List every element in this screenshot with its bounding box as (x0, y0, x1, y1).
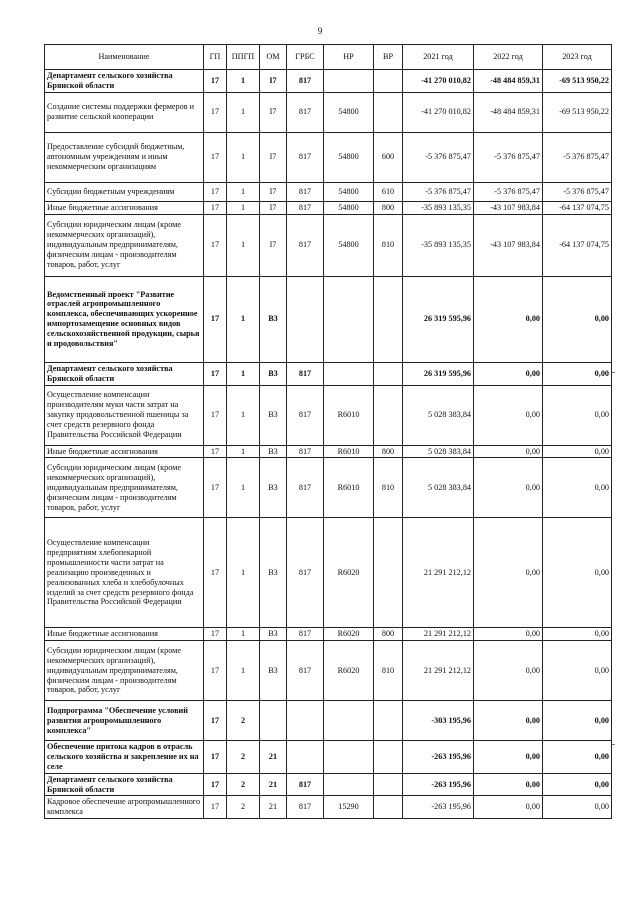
row-gp-cell: 17 (204, 641, 227, 701)
row-gp-cell: 17 (204, 92, 227, 132)
row-ppgp-cell: 1 (227, 182, 260, 201)
row-ppgp-cell: 2 (227, 701, 260, 741)
row-om-cell: I7 (260, 214, 287, 276)
row-2022-cell: 0,00 (474, 641, 543, 701)
table-row (45, 201, 612, 214)
row-2023-cell: 0,00 (543, 796, 612, 819)
row-name-cell: Предоставление субсидий бюджетным, автономным учреждениям и иным некоммерческим организациям (45, 132, 204, 182)
row-2021-cell: 5 028 383,84 (403, 385, 474, 445)
row-2023-cell: -69 513 950,22 (543, 92, 612, 132)
row-grbs-cell (287, 276, 324, 362)
row-2023-cell: -64 137 074,75 (543, 201, 612, 214)
row-ppgp-cell: 1 (227, 362, 260, 385)
row-grbs-cell: 817 (287, 92, 324, 132)
row-om-cell: В3 (260, 445, 287, 458)
row-2023-cell: 0,00 (543, 641, 612, 701)
scan-mark (612, 744, 615, 745)
row-ppgp-cell: 1 (227, 70, 260, 93)
table-row (45, 445, 612, 458)
row-2021-cell: 5 028 383,84 (403, 445, 474, 458)
table-row (45, 385, 612, 445)
row-name-cell: Департамент сельского хозяйства Брянской области (45, 773, 204, 796)
row-vr-cell (374, 773, 403, 796)
column-header-gp: ГП (204, 45, 227, 70)
table-row (45, 458, 612, 518)
row-2021-cell: 21 291 212,12 (403, 628, 474, 641)
row-om-cell: 21 (260, 773, 287, 796)
row-vr-cell (374, 92, 403, 132)
row-2022-cell: 0,00 (474, 445, 543, 458)
row-name-cell: Осуществление компенсации предприятиям хлебопекарной промышленности части затрат на реализацию произведенных и реализованных хлеба и хлебобулочных изделий за счет средств резервного фонда Правительства Российской Федерации (45, 518, 204, 628)
page-number: 9 (317, 26, 323, 36)
column-header-2021: 2021 год (403, 45, 474, 70)
row-2023-cell: 0,00 (543, 385, 612, 445)
row-2023-cell: 0,00 (543, 628, 612, 641)
row-nr-cell: R6010 (324, 385, 374, 445)
row-ppgp-cell: 1 (227, 214, 260, 276)
row-nr-cell: 54800 (324, 132, 374, 182)
row-ppgp-cell: 1 (227, 641, 260, 701)
row-2023-cell: 0,00 (543, 773, 612, 796)
row-vr-cell: 800 (374, 201, 403, 214)
row-ppgp-cell: 2 (227, 796, 260, 819)
table-row (45, 701, 612, 741)
row-name-cell: Иные бюджетные ассигнования (45, 628, 204, 641)
row-nr-cell: 54800 (324, 92, 374, 132)
row-gp-cell: 17 (204, 182, 227, 201)
row-name-cell: Департамент сельского хозяйства Брянской области (45, 70, 204, 93)
row-om-cell: В3 (260, 385, 287, 445)
table-row (45, 70, 612, 93)
row-vr-cell (374, 70, 403, 93)
row-gp-cell: 17 (204, 628, 227, 641)
row-om-cell: I7 (260, 92, 287, 132)
row-om-cell: I7 (260, 201, 287, 214)
row-om-cell: В3 (260, 458, 287, 518)
row-2021-cell: -41 270 010,82 (403, 70, 474, 93)
row-grbs-cell (287, 701, 324, 741)
row-gp-cell: 17 (204, 741, 227, 774)
row-2022-cell: 0,00 (474, 518, 543, 628)
row-2023-cell: -64 137 074,75 (543, 214, 612, 276)
row-ppgp-cell: 1 (227, 445, 260, 458)
row-nr-cell (324, 70, 374, 93)
row-2022-cell: 0,00 (474, 773, 543, 796)
row-grbs-cell: 817 (287, 641, 324, 701)
row-vr-cell: 810 (374, 214, 403, 276)
row-2021-cell: 21 291 212,12 (403, 641, 474, 701)
table-row (45, 796, 612, 819)
budget-table (44, 44, 612, 819)
row-ppgp-cell: 2 (227, 773, 260, 796)
row-2021-cell: -263 195,96 (403, 741, 474, 774)
row-ppgp-cell: 1 (227, 201, 260, 214)
row-vr-cell: 800 (374, 445, 403, 458)
row-grbs-cell: 817 (287, 628, 324, 641)
table-header-row (45, 45, 612, 70)
table-row (45, 276, 612, 362)
row-vr-cell: 800 (374, 628, 403, 641)
column-header-2022: 2022 год (474, 45, 543, 70)
row-name-cell: Департамент сельского хозяйства Брянской области (45, 362, 204, 385)
row-2023-cell: -5 376 875,47 (543, 182, 612, 201)
row-name-cell: Субсидии юридическим лицам (кроме некоммерческих организаций), индивидуальным предпринимателям, физическим лицам - производителям товаров, работ, услуг (45, 214, 204, 276)
row-vr-cell (374, 701, 403, 741)
table-row (45, 214, 612, 276)
row-name-cell: Субсидии бюджетным учреждениям (45, 182, 204, 201)
row-2022-cell: -48 484 859,31 (474, 70, 543, 93)
row-vr-cell (374, 518, 403, 628)
row-2022-cell: 0,00 (474, 385, 543, 445)
row-gp-cell: 17 (204, 132, 227, 182)
row-gp-cell: 17 (204, 701, 227, 741)
column-header-name: Наименование (45, 45, 204, 70)
row-vr-cell: 810 (374, 458, 403, 518)
row-grbs-cell: 817 (287, 518, 324, 628)
row-vr-cell (374, 385, 403, 445)
row-nr-cell: R6020 (324, 641, 374, 701)
row-2021-cell: -41 270 010,82 (403, 92, 474, 132)
row-vr-cell (374, 796, 403, 819)
row-om-cell: I7 (260, 70, 287, 93)
row-nr-cell (324, 362, 374, 385)
column-header-om: ОМ (260, 45, 287, 70)
row-2023-cell: 0,00 (543, 701, 612, 741)
row-2023-cell: 0,00 (543, 458, 612, 518)
column-header-ppgp: ППГП (227, 45, 260, 70)
row-name-cell: Субсидии юридическим лицам (кроме некоммерческих организаций), индивидуальным предпринимателям, физическим лицам - производителям товаров, работ, услуг (45, 641, 204, 701)
row-gp-cell: 17 (204, 201, 227, 214)
row-nr-cell: R6020 (324, 628, 374, 641)
row-grbs-cell: 817 (287, 445, 324, 458)
row-om-cell: В3 (260, 628, 287, 641)
row-name-cell: Иные бюджетные ассигнования (45, 201, 204, 214)
column-header-nr: НР (324, 45, 374, 70)
column-header-vr: ВР (374, 45, 403, 70)
row-name-cell: Подпрограмма "Обеспечение условий развития агропромышленного комплекса" (45, 701, 204, 741)
row-2022-cell: -43 107 983,84 (474, 214, 543, 276)
row-ppgp-cell: 1 (227, 385, 260, 445)
row-om-cell (260, 701, 287, 741)
row-gp-cell: 17 (204, 773, 227, 796)
table-row (45, 92, 612, 132)
row-2022-cell: 0,00 (474, 796, 543, 819)
row-2022-cell: 0,00 (474, 458, 543, 518)
table-row (45, 641, 612, 701)
row-grbs-cell: 817 (287, 182, 324, 201)
row-name-cell: Осуществление компенсации производителям муки части затрат на закупку продовольственной пшеницы за счет средств резервного фонда Правительства Российской Федерации (45, 385, 204, 445)
row-2022-cell: 0,00 (474, 362, 543, 385)
row-ppgp-cell: 1 (227, 276, 260, 362)
row-grbs-cell: 817 (287, 458, 324, 518)
row-om-cell: В3 (260, 276, 287, 362)
row-grbs-cell: 817 (287, 385, 324, 445)
scan-mark (612, 372, 615, 373)
row-vr-cell: 610 (374, 182, 403, 201)
row-2023-cell: 0,00 (543, 741, 612, 774)
row-nr-cell (324, 773, 374, 796)
row-vr-cell (374, 741, 403, 774)
row-2023-cell: -5 376 875,47 (543, 132, 612, 182)
table-body (45, 70, 612, 819)
row-grbs-cell: 817 (287, 773, 324, 796)
row-gp-cell: 17 (204, 276, 227, 362)
row-vr-cell (374, 276, 403, 362)
row-2023-cell: 0,00 (543, 276, 612, 362)
table-row (45, 773, 612, 796)
table-row (45, 628, 612, 641)
row-om-cell: В3 (260, 362, 287, 385)
table-row (45, 182, 612, 201)
row-2021-cell: -5 376 875,47 (403, 132, 474, 182)
row-grbs-cell: 817 (287, 214, 324, 276)
row-2021-cell: 21 291 212,12 (403, 518, 474, 628)
row-2022-cell: -5 376 875,47 (474, 132, 543, 182)
row-nr-cell: 54800 (324, 201, 374, 214)
table-row (45, 362, 612, 385)
row-grbs-cell: 817 (287, 132, 324, 182)
row-nr-cell: R6010 (324, 445, 374, 458)
row-ppgp-cell: 1 (227, 92, 260, 132)
row-om-cell: В3 (260, 641, 287, 701)
column-header-grbs: ГРБС (287, 45, 324, 70)
row-om-cell: I7 (260, 132, 287, 182)
row-nr-cell (324, 701, 374, 741)
row-vr-cell (374, 362, 403, 385)
row-grbs-cell: 817 (287, 201, 324, 214)
row-om-cell: В3 (260, 518, 287, 628)
row-ppgp-cell: 1 (227, 628, 260, 641)
row-2022-cell: 0,00 (474, 628, 543, 641)
row-2022-cell: 0,00 (474, 741, 543, 774)
row-2021-cell: -35 893 135,35 (403, 214, 474, 276)
row-nr-cell: 54800 (324, 214, 374, 276)
row-gp-cell: 17 (204, 458, 227, 518)
row-grbs-cell: 817 (287, 796, 324, 819)
row-gp-cell: 17 (204, 796, 227, 819)
row-nr-cell (324, 276, 374, 362)
row-2023-cell: 0,00 (543, 445, 612, 458)
row-vr-cell: 600 (374, 132, 403, 182)
row-2021-cell: -263 195,96 (403, 796, 474, 819)
row-grbs-cell (287, 741, 324, 774)
row-name-cell: Ведомственный проект "Развитие отраслей агропромышленного комплекса, обеспечивающих ускоренное импортозамещение основных видов сельскохозяйственной продукции, сырья и продовольствия" (45, 276, 204, 362)
row-2021-cell: 26 319 595,96 (403, 276, 474, 362)
row-ppgp-cell: 1 (227, 518, 260, 628)
row-om-cell: 21 (260, 741, 287, 774)
row-gp-cell: 17 (204, 70, 227, 93)
row-gp-cell: 17 (204, 385, 227, 445)
row-2022-cell: -5 376 875,47 (474, 182, 543, 201)
table-row (45, 518, 612, 628)
row-2021-cell: -263 195,96 (403, 773, 474, 796)
row-2021-cell: 26 319 595,96 (403, 362, 474, 385)
row-grbs-cell: 817 (287, 362, 324, 385)
row-name-cell: Субсидии юридическим лицам (кроме некоммерческих организаций), индивидуальным предпринимателям, физическим лицам - производителям товаров, работ, услуг (45, 458, 204, 518)
row-nr-cell: R6010 (324, 458, 374, 518)
row-nr-cell: R6020 (324, 518, 374, 628)
row-ppgp-cell: 1 (227, 458, 260, 518)
row-2023-cell: 0,00 (543, 518, 612, 628)
row-gp-cell: 17 (204, 518, 227, 628)
row-ppgp-cell: 1 (227, 132, 260, 182)
row-name-cell: Создание системы поддержки фермеров и развитие сельской кооперации (45, 92, 204, 132)
row-name-cell: Иные бюджетные ассигнования (45, 445, 204, 458)
row-2021-cell: -5 376 875,47 (403, 182, 474, 201)
row-vr-cell: 810 (374, 641, 403, 701)
row-2021-cell: -303 195,96 (403, 701, 474, 741)
table-row (45, 741, 612, 774)
row-2023-cell: -69 513 950,22 (543, 70, 612, 93)
row-grbs-cell: 817 (287, 70, 324, 93)
row-2022-cell: -48 484 859,31 (474, 92, 543, 132)
row-name-cell: Кадровое обеспечение агропромышленного комплекса (45, 796, 204, 819)
row-name-cell: Обеспечение притока кадров в отрасль сельского хозяйства и закрепление их на селе (45, 741, 204, 774)
row-2022-cell: 0,00 (474, 701, 543, 741)
row-gp-cell: 17 (204, 362, 227, 385)
row-2023-cell: 0,00 (543, 362, 612, 385)
row-2022-cell: -43 107 983,84 (474, 201, 543, 214)
row-2022-cell: 0,00 (474, 276, 543, 362)
row-nr-cell: 54800 (324, 182, 374, 201)
row-om-cell: I7 (260, 182, 287, 201)
row-om-cell: 21 (260, 796, 287, 819)
row-2021-cell: 5 028 383,84 (403, 458, 474, 518)
table-row (45, 132, 612, 182)
row-gp-cell: 17 (204, 214, 227, 276)
row-nr-cell (324, 741, 374, 774)
row-2021-cell: -35 893 135,35 (403, 201, 474, 214)
row-ppgp-cell: 2 (227, 741, 260, 774)
column-header-2023: 2023 год (543, 45, 612, 70)
row-nr-cell: 15290 (324, 796, 374, 819)
row-gp-cell: 17 (204, 445, 227, 458)
